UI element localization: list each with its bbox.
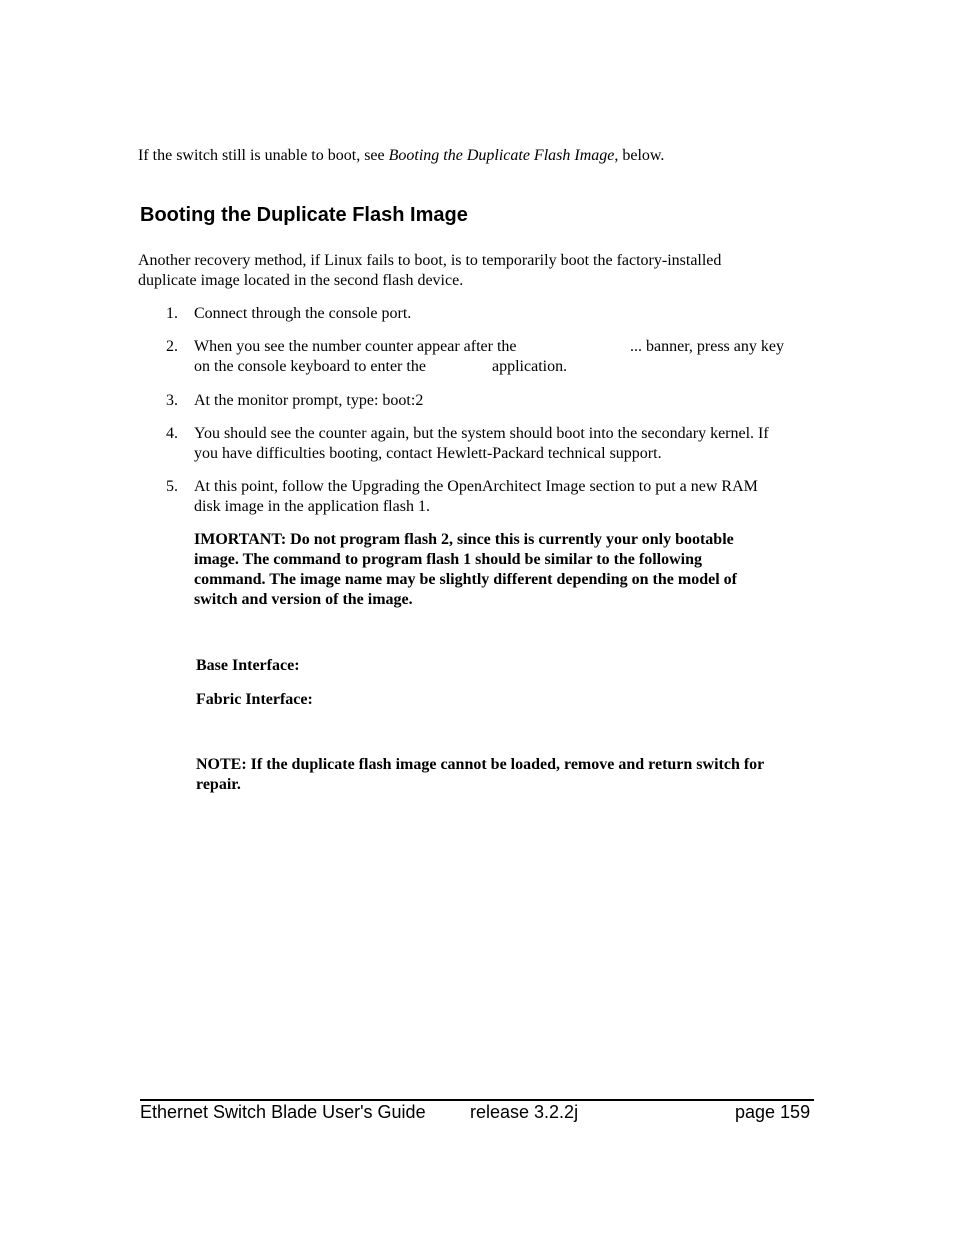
step-text: At the monitor prompt, type: boot:2 [194,392,424,409]
base-interface-label: Base Interface: [196,657,300,674]
fabric-interface-label: Fabric Interface: [196,691,313,708]
important-line: command. The image name may be slightly different depending on the model of [194,571,737,588]
lead-line: duplicate image located in the second flash device. [138,272,464,289]
intro-reference: Booting the Duplicate Flash Image [388,147,615,164]
note-block [196,755,821,795]
step-number: 3. [166,392,178,409]
step-number: 4. [166,425,178,442]
intro-text: If the switch still is unable to boot, see [138,147,389,164]
step-text-part: When you see the number counter appear after the [194,338,517,355]
step-number: 2. [166,338,178,355]
step-text: At this point, follow the Upgrading the OpenArchitect Image section to put a new RAM [194,478,758,495]
note-line: repair. [196,776,241,793]
step-text-part: on the console keyboard to enter the [194,358,426,375]
footer-release: release 3.2.2j [470,1102,579,1122]
step-text: You should see the counter again, but the system should boot into the secondary kernel. If [194,425,769,442]
lead-line: Another recovery method, if Linux fails to boot, is to temporarily boot the factory-installed [138,252,722,269]
step-text-part: application. [492,358,568,375]
section-title: Booting the Duplicate Flash Image [140,204,468,226]
note-line: NOTE: If the duplicate flash image cannot be loaded, remove and return switch for [196,756,765,773]
important-line: image. The command to program flash 1 should be similar to the following [194,551,703,568]
lead-paragraph [138,251,721,291]
step-text [194,357,819,377]
important-line: IMORTANT: Do not program flash 2, since this is currently your only bootable [194,531,734,548]
step-number: 1. [166,305,178,322]
important-line: switch and version of the image. [194,591,413,608]
step-text: Connect through the console port. [194,305,412,322]
intro-paragraph [138,146,664,166]
step-text: you have difficulties booting, contact Hewlett-Packard technical support. [194,445,662,462]
step-text [194,337,819,357]
step-text: disk image in the application flash 1. [194,498,430,515]
footer-guide-title: Ethernet Switch Blade User's Guide [140,1102,426,1122]
footer-page-number: page 159 [735,1102,811,1122]
step-number: 5. [166,478,178,495]
intro-suffix: , below. [614,147,665,164]
step-text-part: ... banner, press any key [630,338,784,355]
important-notice [194,530,819,610]
